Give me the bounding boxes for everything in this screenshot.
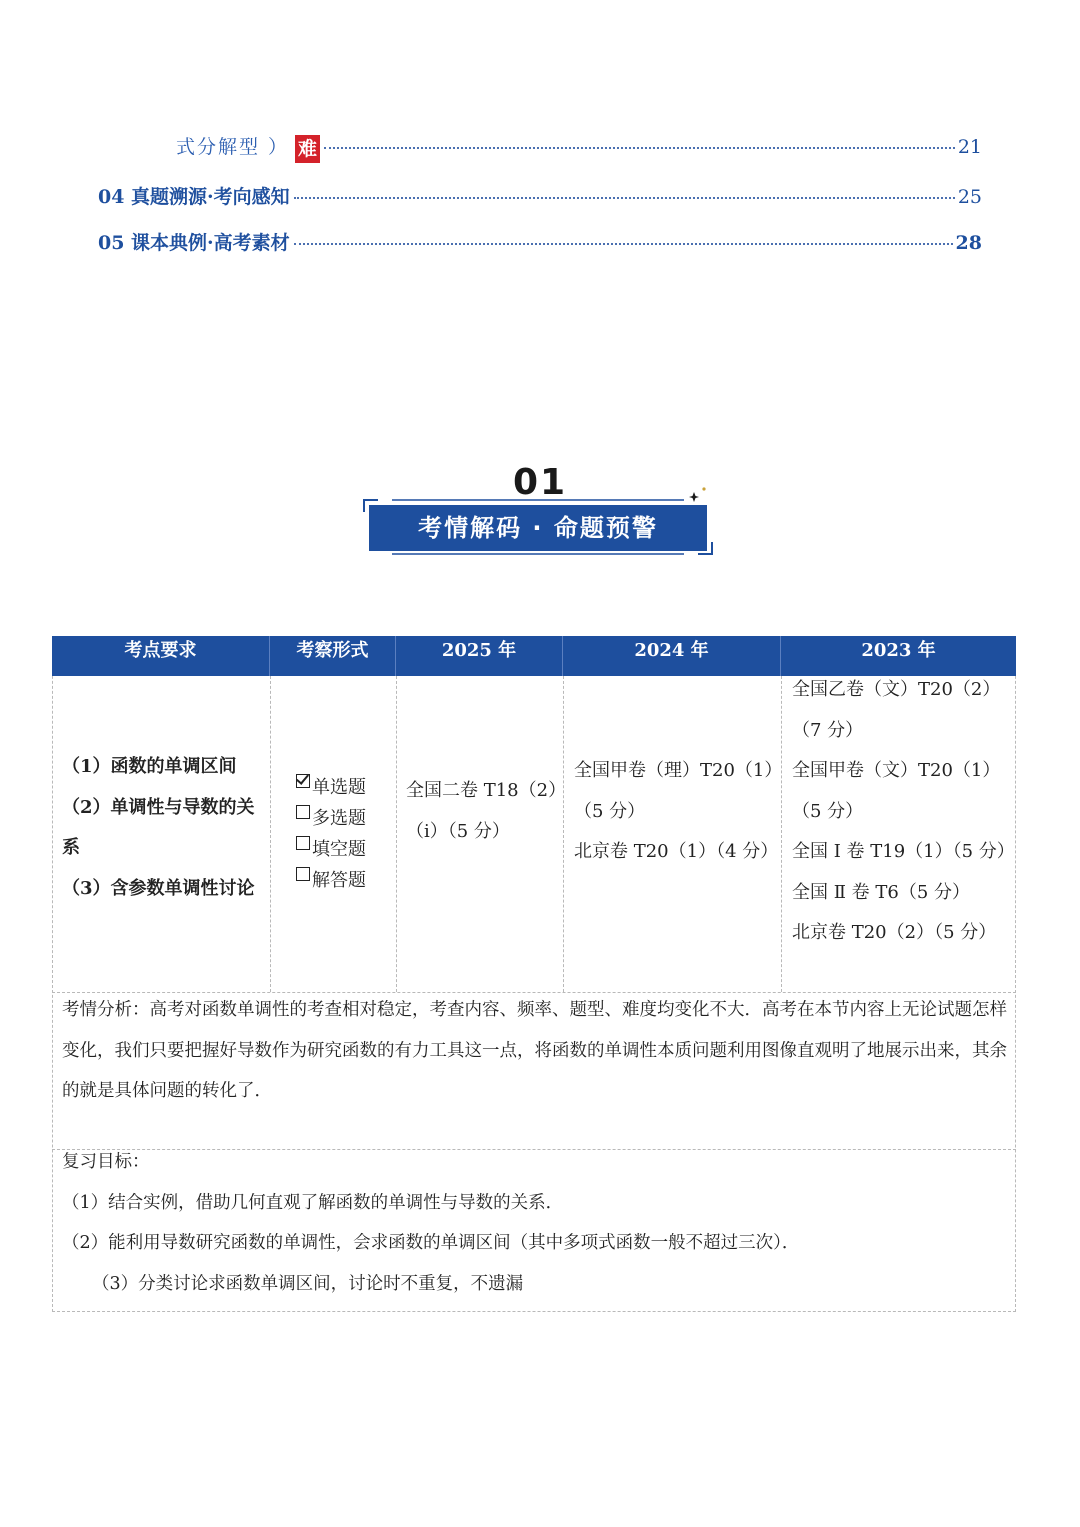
form-option[interactable] — [296, 803, 392, 834]
toc-entry[interactable] — [176, 132, 982, 161]
exam-reference: 全国甲卷（文）T20（1）（5 分） — [792, 760, 1001, 822]
exam-reference: 全国 Ⅰ 卷 T19（1）（5 分） — [792, 841, 1015, 862]
exam-point-item: （1）函数的单调区间 — [62, 756, 237, 777]
year-2024-cell — [574, 751, 780, 873]
column-header: 2025 年 — [396, 636, 563, 676]
review-title: 复习目标： — [62, 1152, 150, 1172]
checkbox-icon[interactable] — [296, 867, 310, 881]
toc-page-number: 28 — [955, 232, 982, 254]
toc-entry[interactable] — [98, 228, 982, 255]
year-2023-cell — [792, 670, 1014, 954]
exam-reference: 北京卷 T20（2）（5 分） — [792, 922, 997, 943]
checkbox-icon[interactable] — [296, 805, 310, 819]
column-divider — [563, 676, 564, 992]
toc-leader — [294, 197, 955, 199]
form-option-label: 填空题 — [312, 839, 366, 860]
exam-point-item: （3）含参数单调性讨论 — [62, 877, 255, 899]
form-option-label: 单选题 — [312, 777, 366, 798]
section-title-banner: 考情解码 · 命题预警 — [369, 505, 707, 551]
checkbox-icon[interactable] — [296, 836, 310, 850]
form-option[interactable] — [296, 865, 392, 896]
question-form-cell — [296, 772, 392, 896]
review-item: （2）能利用导数研究函数的单调性，会求函数的单调区间（其中多项式函数一般不超过三次）． — [62, 1233, 800, 1253]
toc-entry-label: 式分解型 ） — [176, 136, 290, 158]
column-header: 考点要求 — [52, 636, 270, 676]
toc-entry[interactable] — [98, 182, 982, 209]
toc-entry-label: 04 真题溯源·考向感知 — [98, 186, 290, 208]
column-divider — [781, 676, 782, 992]
column-header: 2024 年 — [563, 636, 781, 676]
column-divider — [270, 676, 271, 992]
column-divider — [396, 676, 397, 992]
toc-page-number: 25 — [957, 186, 982, 208]
checkbox-checked-icon[interactable] — [296, 774, 310, 788]
toc-page-number: 21 — [957, 136, 982, 158]
sparkle-icon — [686, 484, 710, 506]
year-2025-cell — [406, 771, 562, 852]
exam-reference: 全国乙卷（文）T20（2）（7 分） — [792, 679, 1001, 741]
column-header: 考察形式 — [270, 636, 396, 676]
toc-leader — [294, 243, 953, 245]
form-option-label: 多选题 — [312, 808, 366, 829]
review-item: （1）结合实例，借助几何直观了解函数的单调性与导数的关系． — [62, 1192, 564, 1213]
analysis-text: 考情分析：高考对函数单调性的考查相对稳定，考查内容、频率、题型、难度均变化不大．高考在本节内容上无论试题怎样变化，我们只要把握好导数作为研究函数的有力工具这一点，将函数的单调性本质问题利用图像直观明了地展示出来，其余的就是具体问题的转化了． — [62, 1000, 1007, 1101]
review-item: （3）分类讨论求函数单调区间，讨论时不重复，不遗漏 — [92, 1273, 524, 1294]
exam-points-cell — [62, 747, 262, 909]
exam-reference: 全国甲卷（理）T20（1）（5 分） — [574, 760, 774, 822]
exam-point-item: （2）单调性与导数的关系 — [62, 796, 255, 858]
toc-leader — [324, 147, 955, 149]
form-option-label: 解答题 — [312, 870, 366, 891]
exam-reference: 全国二卷 T18（2）（i）（5 分） — [406, 780, 558, 842]
exam-reference: 北京卷 T20（1）（4 分） — [574, 841, 779, 862]
exam-reference: 全国 Ⅱ 卷 T6（5 分） — [792, 881, 971, 903]
form-option[interactable] — [296, 834, 392, 865]
toc-entry-label: 05 课本典例·高考素材 — [98, 232, 290, 254]
difficulty-badge: 难 — [295, 135, 320, 163]
review-goals — [62, 1142, 1008, 1304]
column-header: 2023 年 — [861, 640, 936, 661]
section-number: 01 — [512, 462, 568, 503]
form-option[interactable] — [296, 772, 392, 803]
